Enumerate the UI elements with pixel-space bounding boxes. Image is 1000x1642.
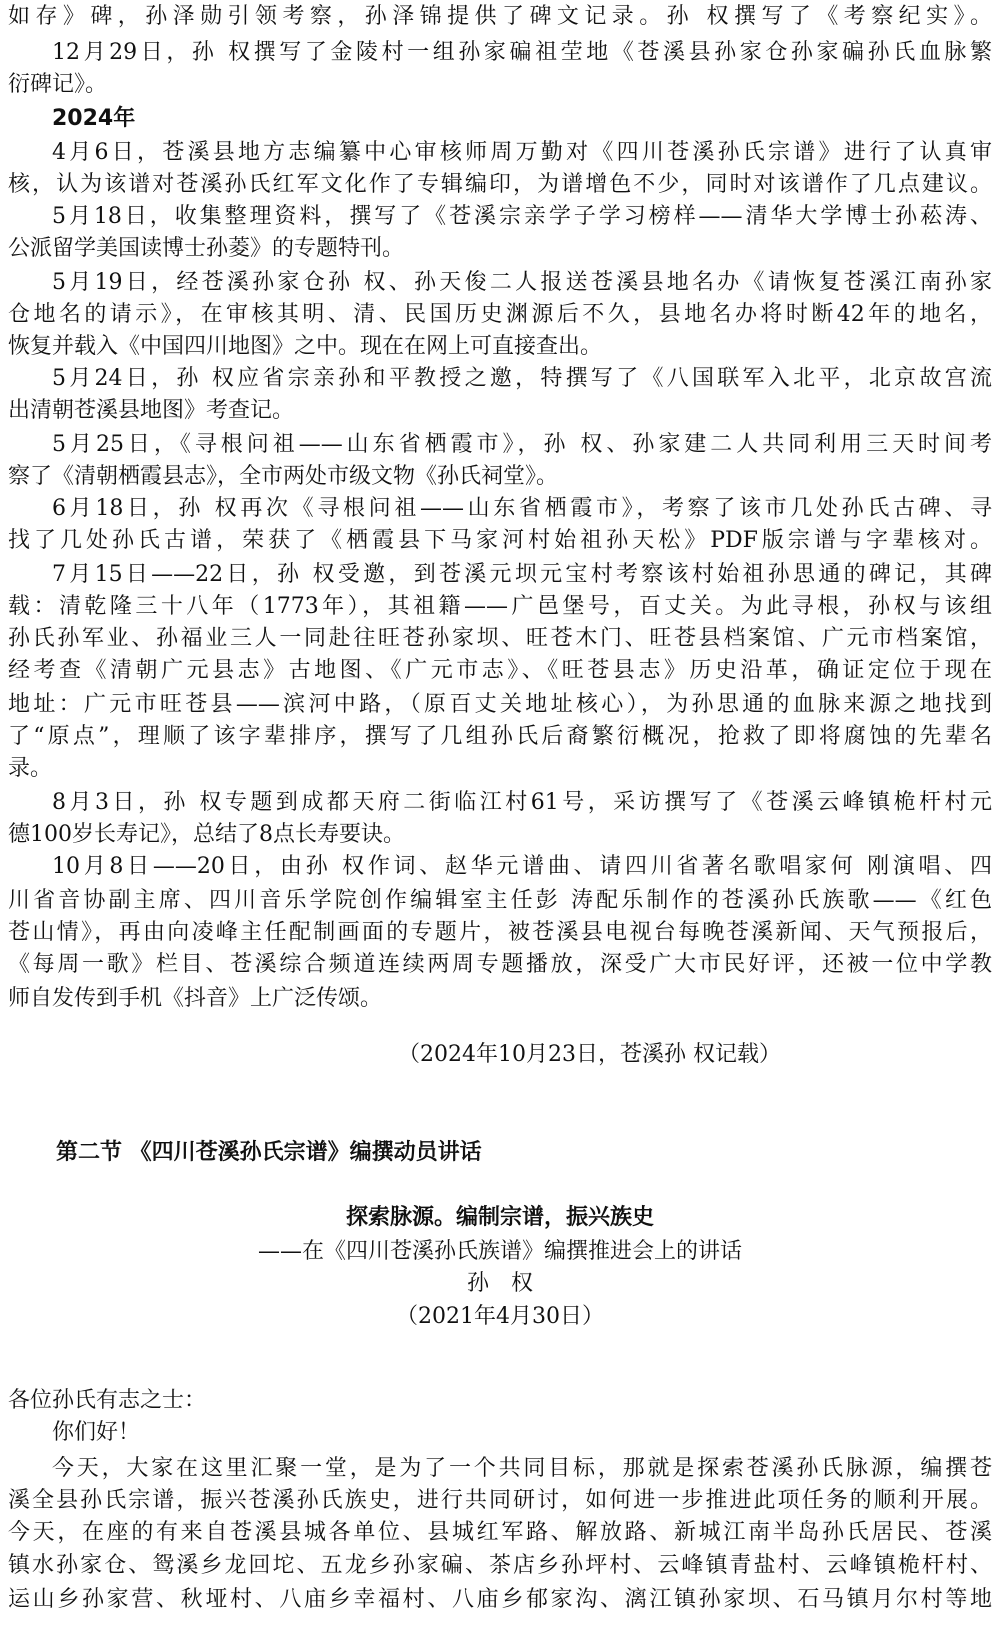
text-line: 察了《清朝栖霞县志》，全市两处市级文物《孙氏祠堂》。 (8, 464, 559, 489)
text-line: 公派留学美国读博士孙菱》的专题特刊。 (8, 236, 405, 261)
signature-date: （2024年10月23日，苍溪孙 权记载） (398, 1042, 781, 1067)
text-line: 5月18日，收集整理资料，撰写了《苍溪宗亲学子学习榜样——清华大学博士孙菘涛、 (52, 204, 992, 229)
text-line: 找了几处孙氏古谱，荣获了《栖霞县下马家河村始祖孙天松》PDF版宗谱与字辈核对。 (8, 528, 992, 553)
text-line: 运山乡孙家营、秋垭村、八庙乡幸福村、八庙乡郁家沟、漓江镇孙家坝、石马镇月尔村等地 (8, 1587, 992, 1612)
text-line: 8月3日，孙 权专题到成都天府二街临江村61号，采访撰写了《苍溪云峰镇桅杆村元 (52, 790, 992, 815)
text-line: 今天，在座的有来自苍溪县城各单位、县城红军路、解放路、新城江南半岛孙氏居民、苍溪 (8, 1520, 992, 1545)
text-line: 核，认为该谱对苍溪孙氏红军文化作了专辑编印，为谱增色不少，同时对该谱作了几点建议。 (8, 172, 992, 197)
salutation: 各位孙氏有志之士： (8, 1388, 207, 1413)
text-line: 5月25日，《寻根问祖——山东省栖霞市》，孙 权、孙家建二人共同利用三天时间考 (52, 432, 992, 457)
text-line: 了“原点”，理顺了该字辈排序，撰写了几组孙氏后裔繁衍概况，抢救了即将腐蚀的先辈名 (8, 724, 992, 749)
text-line: 7月15日——22日，孙 权受邀，到苍溪元坝元宝村考察该村始祖孙思通的碑记，其碑 (52, 562, 992, 587)
text-line: 衍碑记》。 (8, 72, 108, 97)
text-line: 12月29日，孙 权撰写了金陵村一组孙家碥祖茔地《苍溪县孙家仓孙家碥孙氏血脉繁 (52, 40, 992, 65)
speech-date: （2021年4月30日） (396, 1304, 604, 1329)
text-line: 地址：广元市旺苍县——滨河中路，（原百丈关地址核心），为孙思通的血脉来源之地找到 (8, 692, 992, 717)
speech-subtitle: ——在《四川苍溪孙氏族谱》编撰推进会上的讲话 (257, 1239, 742, 1264)
text-line: 孙氏孙军业、孙福业三人一同赴往旺苍孙家坝、旺苍木门、旺苍县档案馆、广元市档案馆， (8, 626, 992, 651)
text-line: 6月18日，孙 权再次《寻根问祖——山东省栖霞市》，考察了该市几处孙氏古碑、寻 (52, 496, 992, 521)
text-line: 经考查《清朝广元县志》古地图、《广元市志》、《旺苍县志》历史沿革，确证定位于现在 (8, 658, 992, 683)
year-heading: 2024年 (52, 106, 136, 131)
text-line: 5月19日，经苍溪孙家仓孙 权、孙天俊二人报送苍溪县地名办《请恢复苍溪江南孙家 (52, 270, 992, 295)
text-line: 师自发传到手机《抖音》上广泛传颂。 (8, 986, 383, 1011)
text-line: 仓地名的请示》，在审核其明、清、民国历史渊源后不久，县地名办将时断42年的地名， (8, 302, 992, 327)
speech-title: 探索脉源。编制宗谱，振兴族史 (345, 1205, 654, 1230)
speaker-name: 孙 权 (466, 1271, 533, 1296)
text-line: 载：清乾隆三十八年（1773年），其祖籍——广邑堡号，百丈关。为此寻根，孙权与该组 (8, 594, 992, 619)
text-line: 如存》碑，孙泽勋引领考察，孙泽锦提供了碑文记录。孙 权撰写了《考察纪实》。 (8, 4, 992, 29)
text-line: 10月8日——20日，由孙 权作词、赵华元谱曲、请四川省著名歌唱家何 刚演唱、四 (52, 854, 992, 879)
text-line: 川省音协副主席、四川音乐学院创作编辑室主任彭 涛配乐制作的苍溪孙氏族歌——《红色 (8, 888, 992, 913)
text-line: 溪全县孙氏宗谱，振兴苍溪孙氏族史，进行共同研讨，如何进一步推进此项任务的顺利开展。 (8, 1488, 992, 1513)
section-heading: 第二节 《四川苍溪孙氏宗谱》编撰动员讲话 (56, 1140, 482, 1165)
text-line: 5月24日，孙 权应省宗亲孙和平教授之邀，特撰写了《八国联军入北平，北京故宫流 (52, 366, 992, 391)
text-line: 录。 (8, 756, 53, 781)
text-line: 4月6日，苍溪县地方志编纂中心审核师周万勤对《四川苍溪孙氏宗谱》进行了认真审 (52, 140, 992, 165)
text-line: 出清朝苍溪县地图》考查记。 (8, 398, 295, 423)
text-line: 德100岁长寿记》，总结了8点长寿要诀。 (8, 822, 405, 847)
greeting: 你们好！ (52, 1420, 141, 1445)
text-line: 《每周一歌》栏目、苍溪综合频道连续两周专题播放，深受广大市民好评，还被一位中学教 (8, 952, 992, 977)
text-line: 今天，大家在这里汇聚一堂，是为了一个共同目标，那就是探索苍溪孙氏脉源，编撰苍 (52, 1456, 992, 1481)
text-line: 镇水孙家仓、鸳溪乡龙回坨、五龙乡孙家碥、茶店乡孙坪村、云峰镇青盐村、云峰镇桅杆村、 (8, 1553, 992, 1578)
text-line: 恢复并载入《中国四川地图》之中。现在在网上可直接查出。 (8, 334, 603, 359)
text-line: 苍山情》，再由向凌峰主任配制画面的专题片，被苍溪县电视台每晚苍溪新闻、天气预报后， (8, 920, 992, 945)
